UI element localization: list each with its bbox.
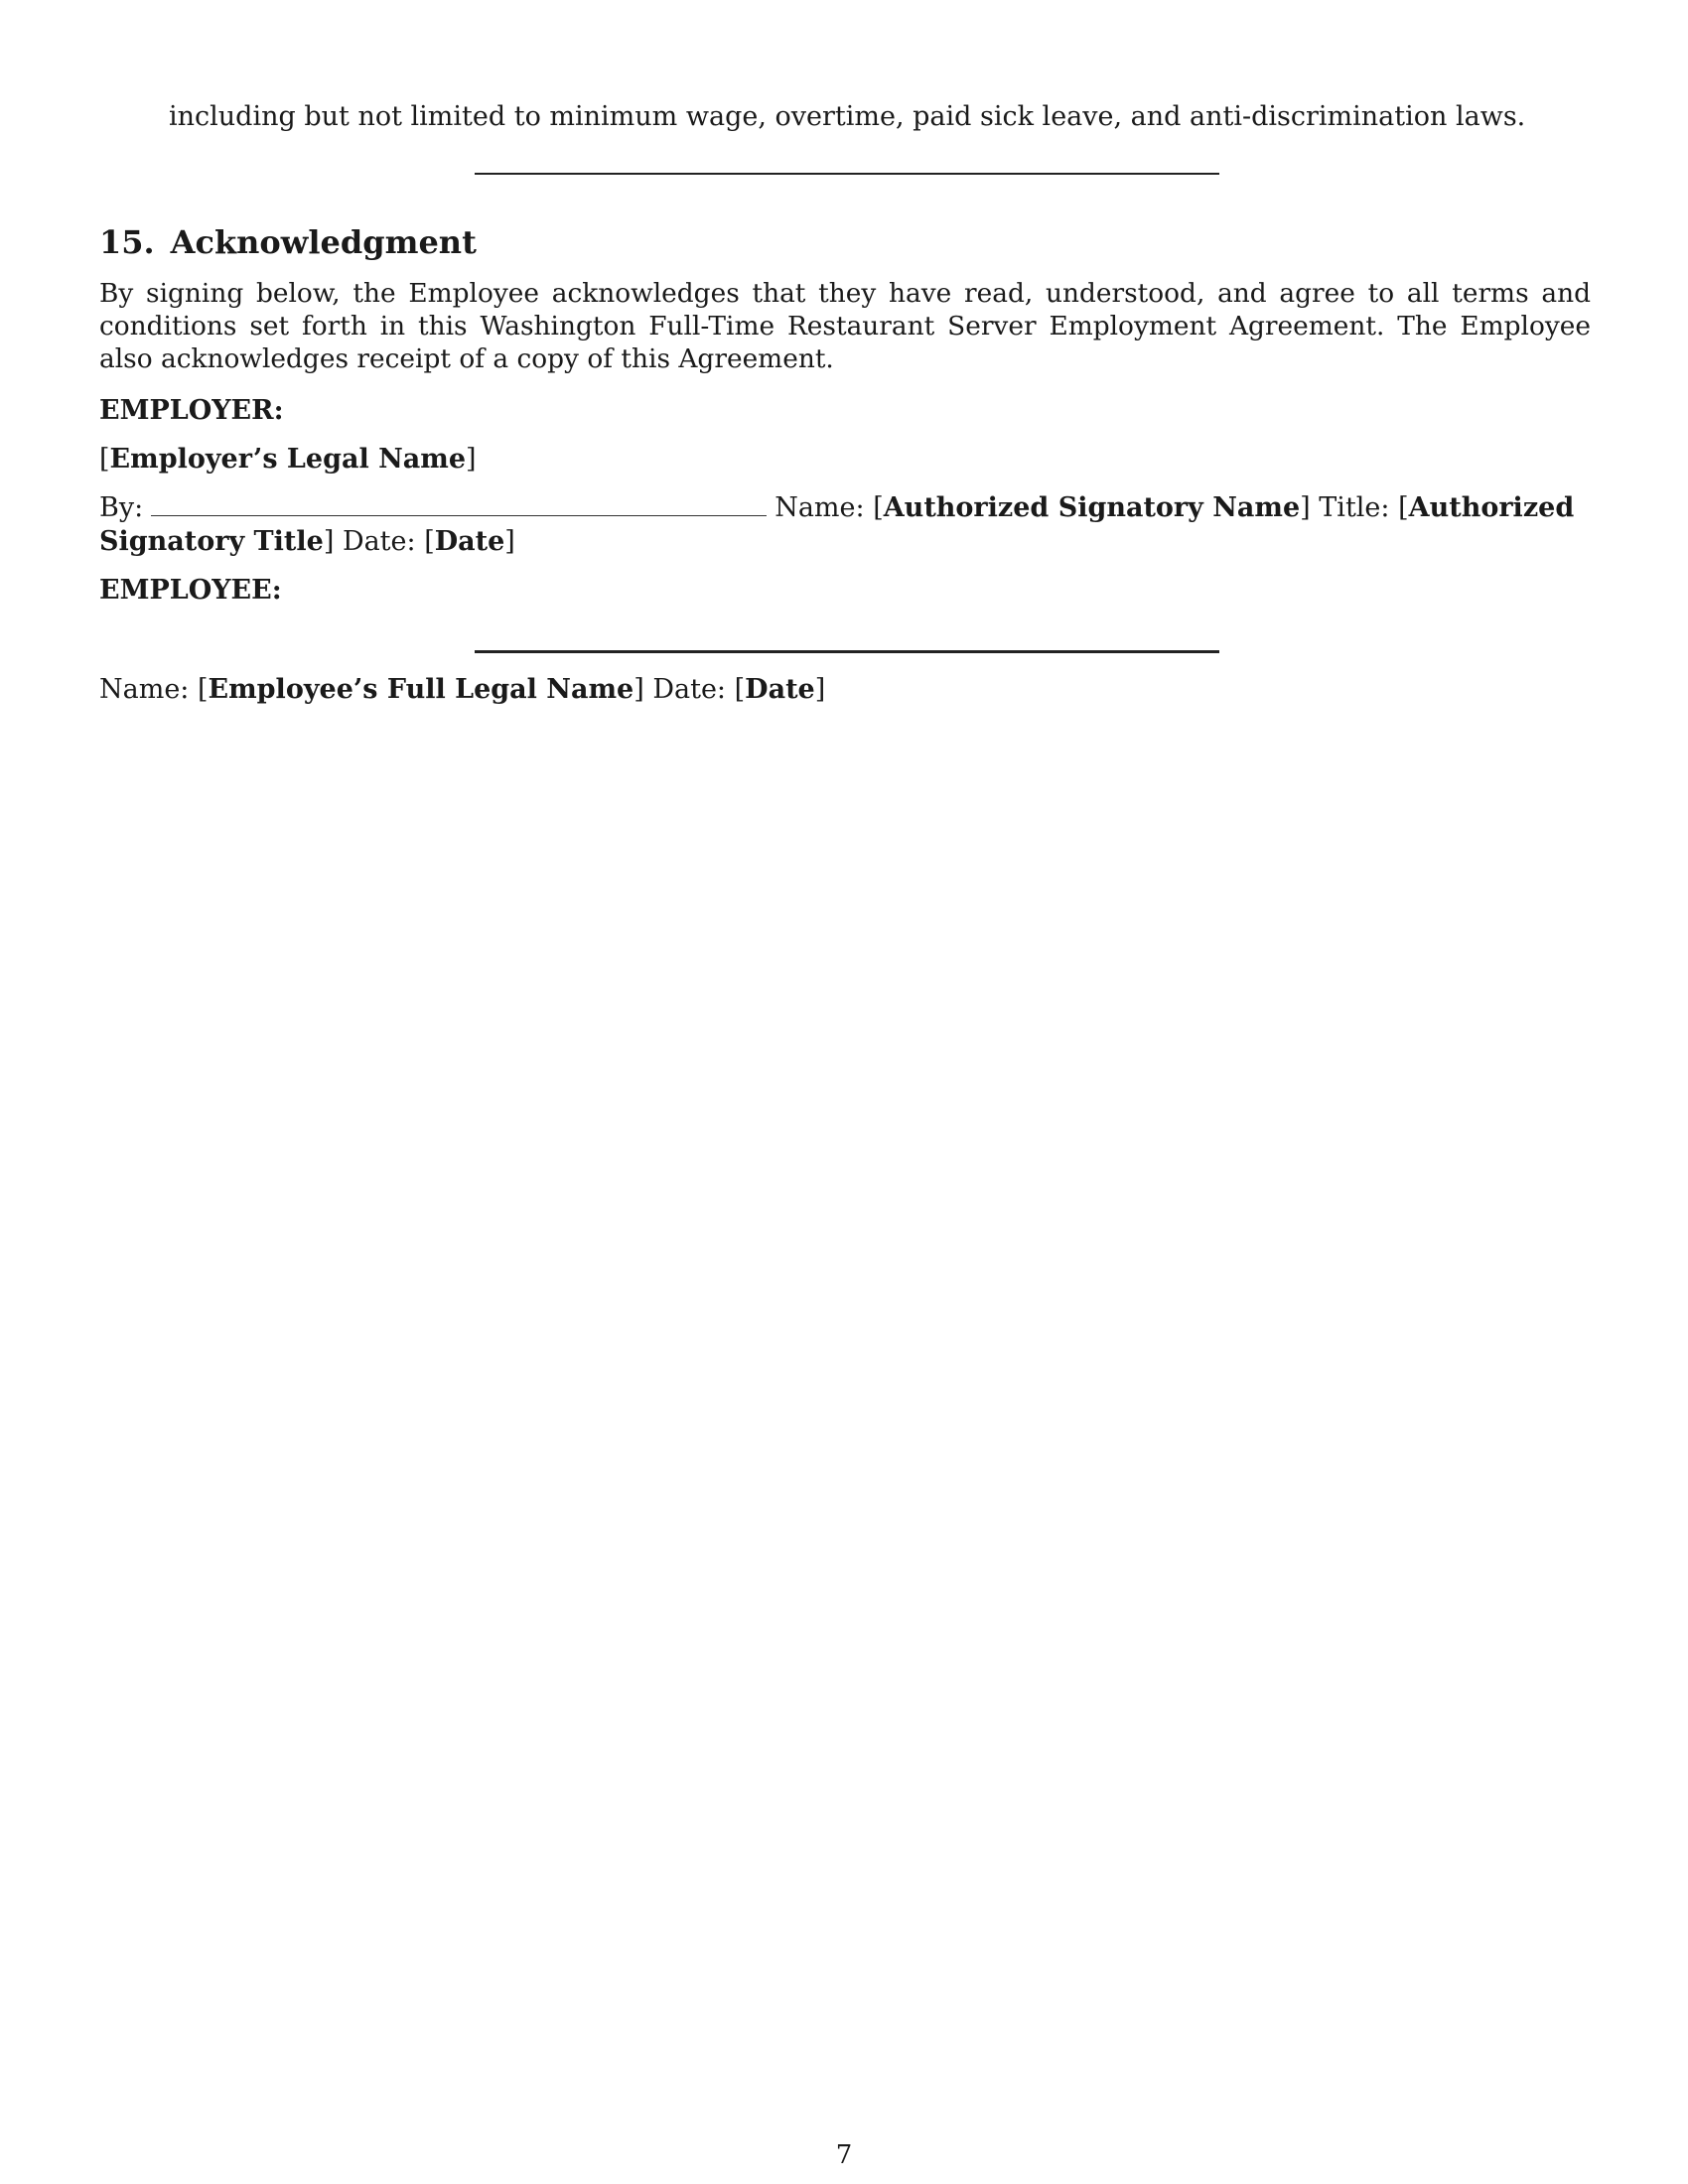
employee-name-value: Employee’s Full Legal Name — [208, 674, 634, 705]
employer-date-value: Date — [434, 526, 505, 557]
employee-heading: EMPLOYEE: — [99, 575, 282, 606]
employer-signature-block: By: Name: [Authorized Signatory Name] Title: [Authorized Signatory Title] Date: [Date] — [99, 492, 1575, 557]
employer-date-label: Date: — [342, 526, 416, 557]
section-title: Acknowledgment — [170, 223, 477, 261]
employee-signature-line[interactable] — [475, 650, 1219, 653]
carryover-text: including but not limited to minimum wage, overtime, paid sick leave, and anti-discrimination laws. — [169, 101, 1526, 132]
page-number: 7 — [835, 2140, 853, 2170]
by-label: By: — [99, 492, 144, 523]
employer-signature-line[interactable] — [151, 491, 767, 516]
signatory-title-label: Title: — [1319, 492, 1390, 523]
employer-heading: EMPLOYER: — [99, 395, 284, 426]
employer-legal-name: [Employer’s Legal Name] — [99, 444, 477, 475]
acknowledgment-paragraph: By signing below, the Employee acknowledges that they have read, understood, and agree to all terms and conditions set forth in this Washington Full-Time Restaurant Server Employment Agreement. The Employee also acknowledges receipt of a copy of this Agreement. — [99, 278, 1591, 374]
employer-legal-name-text: Employer’s Legal Name — [109, 444, 467, 475]
signatory-title-value: Authorized Signatory Title — [99, 492, 1575, 557]
section-divider — [475, 173, 1219, 175]
employee-date-value: Date — [745, 674, 815, 705]
employee-name-label: Name: — [99, 674, 190, 705]
section-heading — [99, 220, 477, 264]
signatory-name-value: Authorized Signatory Name — [883, 492, 1301, 523]
employee-name-line: Name: [Employee’s Full Legal Name] Date: [Date] — [99, 674, 826, 705]
section-number: 15. — [99, 223, 155, 261]
employee-date-label: Date: — [652, 674, 727, 705]
signatory-name-label: Name: — [774, 492, 865, 523]
